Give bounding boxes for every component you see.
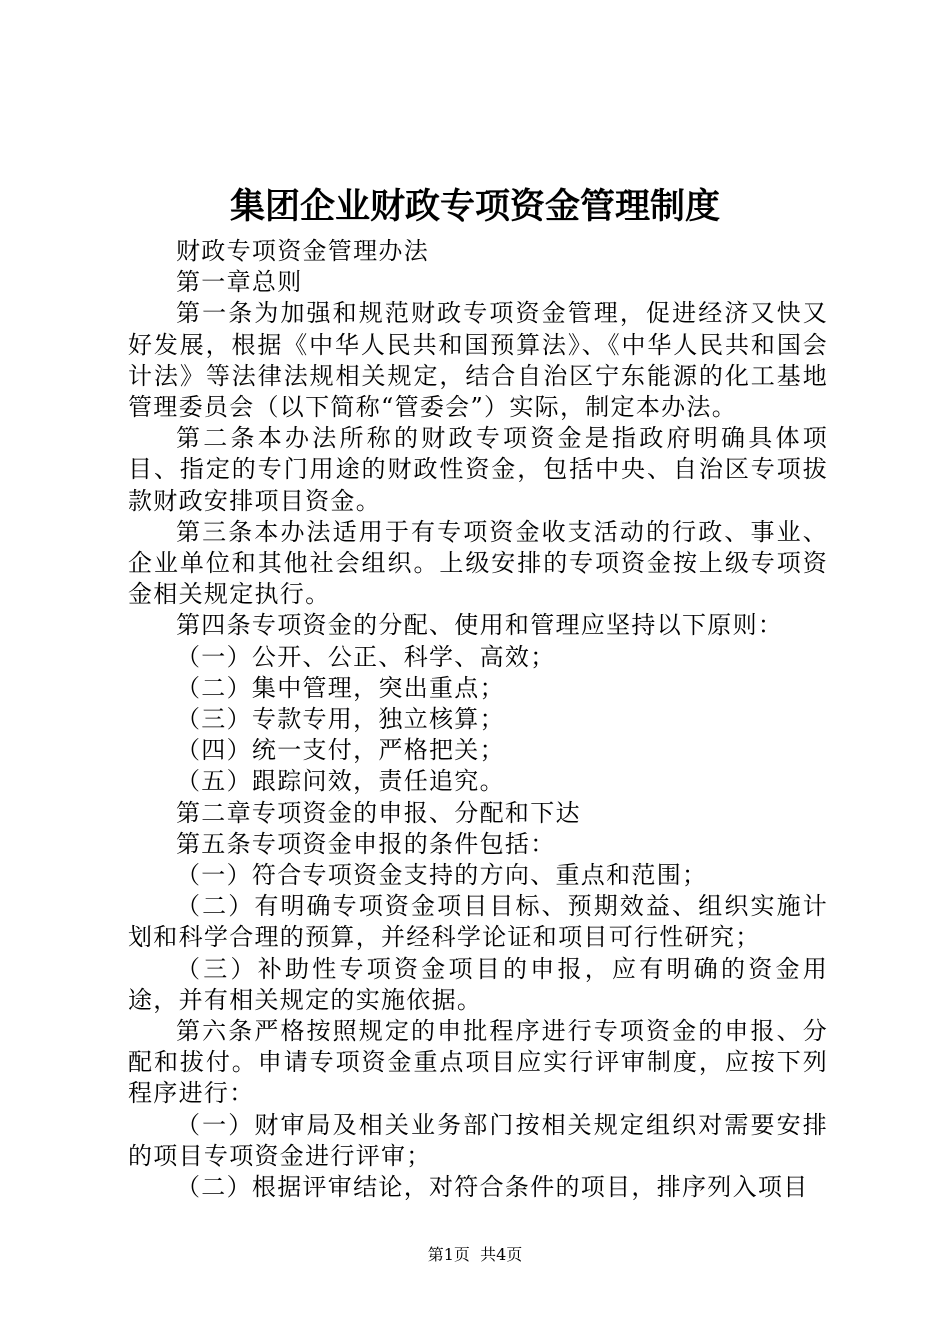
paragraph: 第一章总则 bbox=[176, 268, 303, 297]
paragraph: （一）公开、公正、科学、高效； bbox=[176, 642, 556, 671]
paragraph: （二）有明确专项资金项目目标、预期效益、组织实施计划和科学合理的预算，并经科学论证和项目可行性研究； bbox=[128, 892, 828, 952]
paragraph: 第四条专项资金的分配、使用和管理应坚持以下原则： bbox=[176, 611, 784, 640]
document-title: 集团企业财政专项资金管理制度 bbox=[229, 186, 720, 227]
paragraph: （一）财审局及相关业务部门按相关规定组织对需要安排的项目专项资金进行评审； bbox=[128, 1110, 828, 1170]
paragraph: 第三条本办法适用于有专项资金收支活动的行政、事业、企业单位和其他社会组织。上级安排的专项资金按上级专项资金相关规定执行。 bbox=[128, 517, 828, 609]
paragraph: 第六条严格按照规定的申批程序进行专项资金的申报、分配和拔付。申请专项资金重点项目应实行评审制度，应按下列程序进行： bbox=[128, 1017, 828, 1108]
paragraph: （三）补助性专项资金项目的申报，应有明确的资金用途，并有相关规定的实施依据。 bbox=[128, 954, 828, 1014]
paragraph: 财政专项资金管理办法 bbox=[176, 237, 429, 265]
paragraph: （二）集中管理，突出重点； bbox=[176, 673, 505, 702]
paragraph: 第一条为加强和规范财政专项资金管理，促进经济又快又好发展，根据《中华人民共和国预算法》、《中华人民共和国会计法》等法律法规相关规定，结合自治区宁东能源的化工基地管理委员会（以下简称“管委会”）实际，制定本办法。 bbox=[128, 299, 828, 422]
paragraph: （四）统一支付，严格把关； bbox=[176, 736, 505, 765]
paragraph: （三）专款专用，独立核算； bbox=[176, 705, 505, 734]
page-number: 第1页 共4页 bbox=[427, 1245, 523, 1264]
paragraph: 第二条本办法所称的财政专项资金是指政府明确具体项目、指定的专门用途的财政性资金，包括中央、自治区专项拔款财政安排项目资金。 bbox=[128, 424, 828, 515]
paragraph: （二）根据评审结论，对符合条件的项目，排序列入项目 bbox=[176, 1173, 809, 1202]
paragraph: （一）符合专项资金支持的方向、重点和范围； bbox=[176, 861, 708, 890]
page-footer bbox=[0, 1243, 950, 1267]
document-body bbox=[128, 236, 828, 1203]
paragraph: 第二章专项资金的申报、分配和下达 bbox=[176, 798, 581, 827]
paragraph: （五）跟踪问效，责任追究。 bbox=[176, 767, 505, 796]
paragraph: 第五条专项资金申报的条件包括： bbox=[176, 829, 556, 858]
